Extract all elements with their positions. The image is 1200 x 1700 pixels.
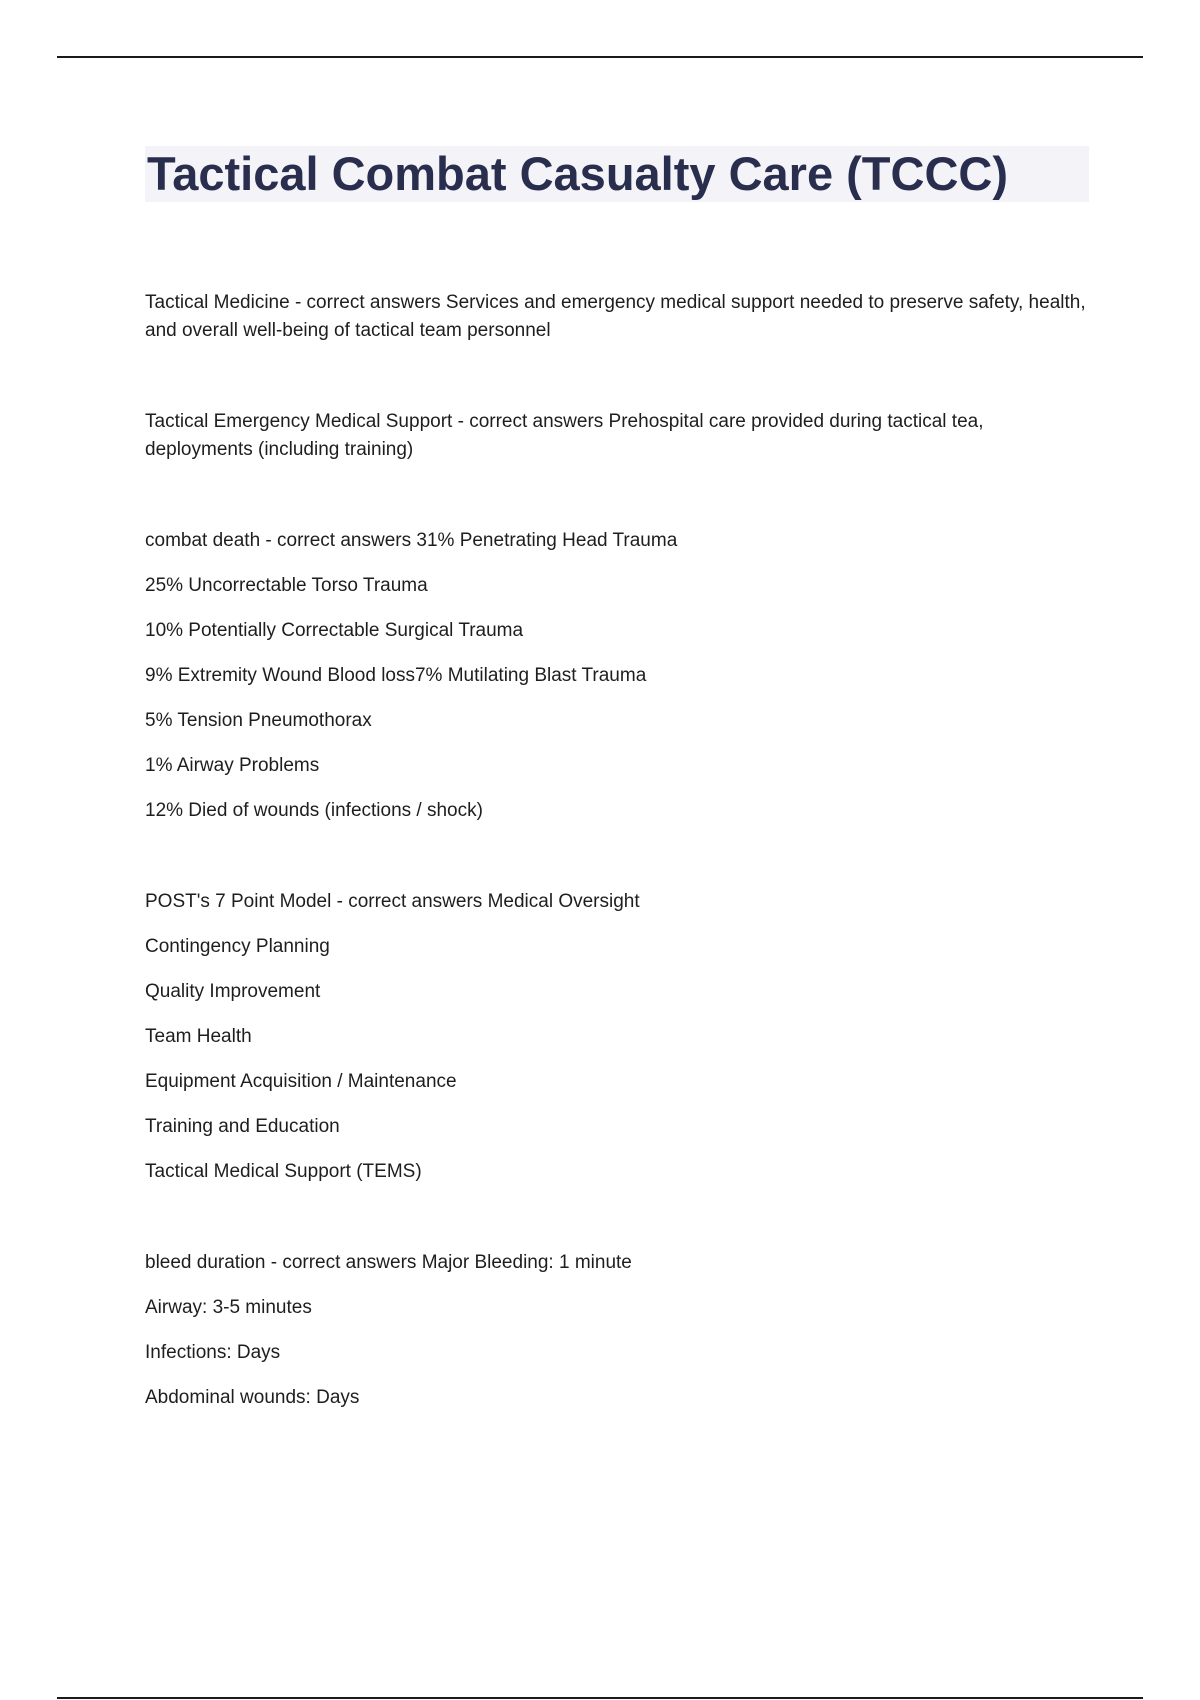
qa-line: 9% Extremity Wound Blood loss7% Mutilating Blast Trauma bbox=[145, 665, 647, 686]
qa-line: Equipment Acquisition / Maintenance bbox=[145, 1071, 457, 1092]
qa-line: Team Health bbox=[145, 1026, 252, 1047]
qa-list bbox=[145, 289, 1089, 1412]
qa-line: Training and Education bbox=[145, 1116, 340, 1137]
qa-line: 10% Potentially Correctable Surgical Trauma bbox=[145, 620, 524, 641]
qa-line: Quality Improvement bbox=[145, 981, 321, 1002]
qa-line: bleed duration - correct answers Major Bleeding: 1 minute bbox=[145, 1252, 632, 1273]
qa-line: 5% Tension Pneumothorax bbox=[145, 710, 372, 731]
qa-line: Tactical Medical Support (TEMS) bbox=[145, 1161, 422, 1182]
qa-entry bbox=[145, 289, 1089, 345]
qa-line: POST's 7 Point Model - correct answers Medical Oversight bbox=[145, 891, 640, 912]
top-rule bbox=[57, 56, 1143, 58]
qa-line: Contingency Planning bbox=[145, 936, 330, 957]
title-band bbox=[145, 146, 1089, 202]
qa-line: combat death - correct answers 31% Penetrating Head Trauma bbox=[145, 530, 678, 551]
bottom-rule bbox=[57, 1697, 1143, 1699]
qa-line: Abdominal wounds: Days bbox=[145, 1387, 360, 1408]
document-body bbox=[145, 146, 1089, 1475]
qa-entry bbox=[145, 408, 1089, 464]
qa-entry bbox=[145, 1249, 1089, 1412]
qa-line: Tactical Medicine - correct answers Services and emergency medical support needed to preserve safety, health, and overall well-being of tactical team personnel bbox=[145, 292, 1086, 341]
qa-line: Airway: 3-5 minutes bbox=[145, 1297, 312, 1318]
qa-entry bbox=[145, 888, 1089, 1186]
qa-line: Tactical Emergency Medical Support - correct answers Prehospital care provided during tactical tea, deployments (including training) bbox=[145, 411, 984, 460]
qa-line: Infections: Days bbox=[145, 1342, 281, 1363]
document-title: Tactical Combat Casualty Care (TCCC) bbox=[147, 147, 1008, 200]
qa-line: 12% Died of wounds (infections / shock) bbox=[145, 800, 483, 821]
qa-line: 25% Uncorrectable Torso Trauma bbox=[145, 575, 428, 596]
qa-entry bbox=[145, 527, 1089, 825]
qa-line: 1% Airway Problems bbox=[145, 755, 320, 776]
